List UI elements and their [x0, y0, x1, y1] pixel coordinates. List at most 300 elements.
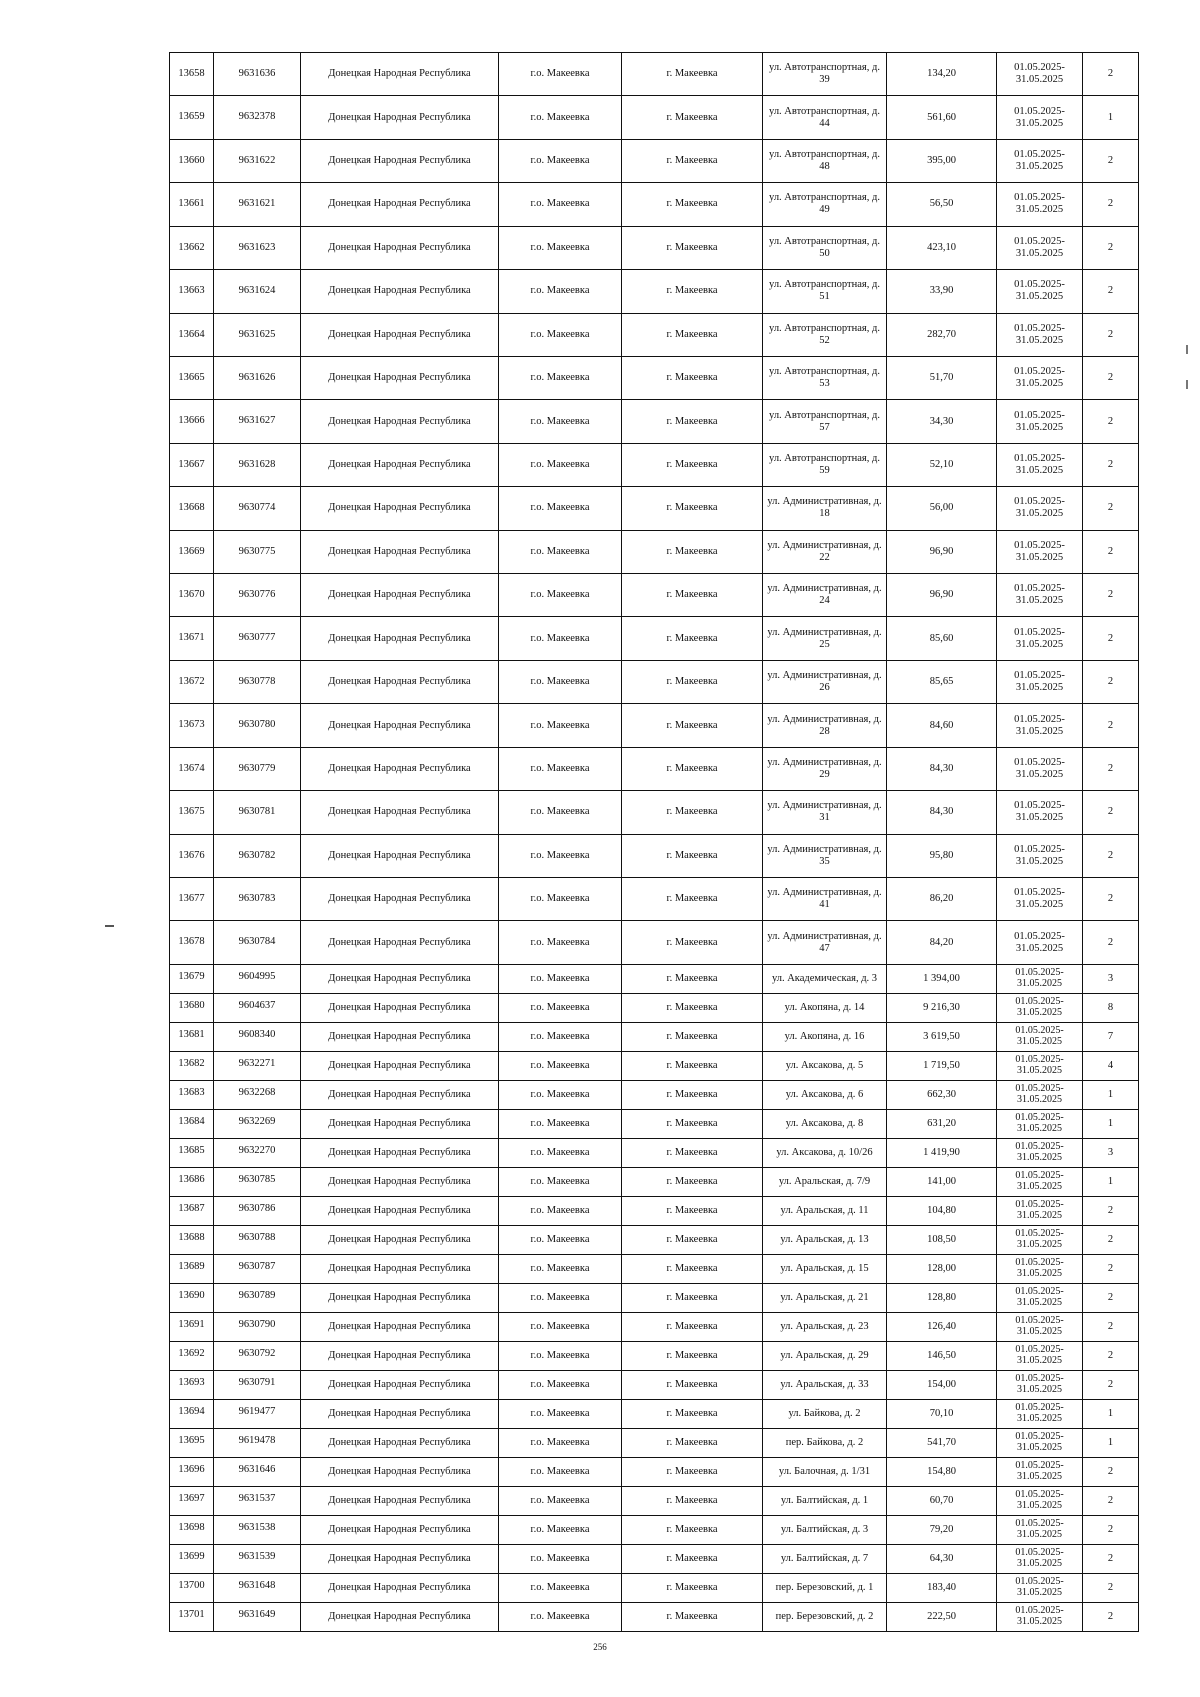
city-name: г. Макеевка	[622, 270, 763, 313]
period-range: 01.05.2025-31.05.2025	[997, 1051, 1083, 1080]
count-value: 2	[1083, 921, 1139, 964]
object-code: 9631649	[214, 1602, 301, 1631]
count-value: 2	[1083, 487, 1139, 530]
row-number: 13668	[170, 487, 214, 530]
district-name: г.о. Макеевка	[499, 1254, 622, 1283]
street-address: ул. Автотранспортная, д. 53	[763, 356, 887, 399]
count-value: 2	[1083, 1312, 1139, 1341]
table-row	[170, 487, 1139, 530]
region-name: Донецкая Народная Республика	[301, 400, 499, 443]
row-number: 13683	[170, 1080, 214, 1109]
city-name: г. Макеевка	[622, 1254, 763, 1283]
region-name: Донецкая Народная Республика	[301, 139, 499, 182]
street-address: ул. Акопяна, д. 16	[763, 1022, 887, 1051]
count-value: 2	[1083, 878, 1139, 921]
table-row	[170, 226, 1139, 269]
table-row	[170, 1138, 1139, 1167]
object-code: 9630774	[214, 487, 301, 530]
city-name: г. Макеевка	[622, 1341, 763, 1370]
city-name: г. Макеевка	[622, 400, 763, 443]
object-code: 9631621	[214, 183, 301, 226]
object-code: 9630777	[214, 617, 301, 660]
district-name: г.о. Макеевка	[499, 1138, 622, 1167]
object-code: 9604637	[214, 993, 301, 1022]
area-value: 1 394,00	[887, 964, 997, 993]
row-number: 13692	[170, 1341, 214, 1370]
area-value: 3 619,50	[887, 1022, 997, 1051]
district-name: г.о. Макеевка	[499, 530, 622, 573]
city-name: г. Макеевка	[622, 1399, 763, 1428]
street-address: ул. Административная, д. 29	[763, 747, 887, 790]
area-value: 79,20	[887, 1515, 997, 1544]
area-value: 86,20	[887, 878, 997, 921]
street-address: ул. Административная, д. 24	[763, 574, 887, 617]
table-row	[170, 1254, 1139, 1283]
region-name: Донецкая Народная Республика	[301, 1544, 499, 1573]
table-row	[170, 1196, 1139, 1225]
count-value: 2	[1083, 313, 1139, 356]
count-value: 3	[1083, 1138, 1139, 1167]
object-code: 9631636	[214, 53, 301, 96]
district-name: г.о. Макеевка	[499, 964, 622, 993]
row-number: 13693	[170, 1370, 214, 1399]
row-number: 13661	[170, 183, 214, 226]
area-value: 60,70	[887, 1486, 997, 1515]
city-name: г. Макеевка	[622, 1283, 763, 1312]
area-value: 662,30	[887, 1080, 997, 1109]
object-code: 9631646	[214, 1457, 301, 1486]
street-address: ул. Автотранспортная, д. 39	[763, 53, 887, 96]
table-row	[170, 139, 1139, 182]
district-name: г.о. Макеевка	[499, 270, 622, 313]
period-range: 01.05.2025-31.05.2025	[997, 1515, 1083, 1544]
row-number: 13695	[170, 1428, 214, 1457]
period-range: 01.05.2025-31.05.2025	[997, 921, 1083, 964]
count-value: 1	[1083, 1109, 1139, 1138]
area-value: 85,60	[887, 617, 997, 660]
street-address: ул. Аральская, д. 13	[763, 1225, 887, 1254]
table-row	[170, 1109, 1139, 1138]
city-name: г. Макеевка	[622, 1573, 763, 1602]
row-number: 13680	[170, 993, 214, 1022]
district-name: г.о. Макеевка	[499, 1573, 622, 1602]
table-row	[170, 443, 1139, 486]
region-name: Донецкая Народная Республика	[301, 1515, 499, 1544]
period-range: 01.05.2025-31.05.2025	[997, 660, 1083, 703]
row-number: 13658	[170, 53, 214, 96]
street-address: ул. Академическая, д. 3	[763, 964, 887, 993]
row-number: 13691	[170, 1312, 214, 1341]
region-name: Донецкая Народная Республика	[301, 993, 499, 1022]
count-value: 2	[1083, 574, 1139, 617]
region-name: Донецкая Народная Республика	[301, 226, 499, 269]
area-value: 95,80	[887, 834, 997, 877]
object-code: 9608340	[214, 1022, 301, 1051]
row-number: 13662	[170, 226, 214, 269]
period-range: 01.05.2025-31.05.2025	[997, 270, 1083, 313]
count-value: 2	[1083, 270, 1139, 313]
area-value: 1 719,50	[887, 1051, 997, 1080]
city-name: г. Макеевка	[622, 183, 763, 226]
city-name: г. Макеевка	[622, 530, 763, 573]
district-name: г.о. Макеевка	[499, 1109, 622, 1138]
street-address: ул. Балочная, д. 1/31	[763, 1457, 887, 1486]
street-address: ул. Автотранспортная, д. 59	[763, 443, 887, 486]
count-value: 1	[1083, 1080, 1139, 1109]
period-range: 01.05.2025-31.05.2025	[997, 400, 1083, 443]
count-value: 2	[1083, 1457, 1139, 1486]
city-name: г. Макеевка	[622, 921, 763, 964]
row-number: 13688	[170, 1225, 214, 1254]
count-value: 2	[1083, 704, 1139, 747]
district-name: г.о. Макеевка	[499, 1022, 622, 1051]
row-number: 13678	[170, 921, 214, 964]
city-name: г. Макеевка	[622, 1544, 763, 1573]
area-value: 64,30	[887, 1544, 997, 1573]
region-name: Донецкая Народная Республика	[301, 704, 499, 747]
row-number: 13673	[170, 704, 214, 747]
city-name: г. Макеевка	[622, 487, 763, 530]
region-name: Донецкая Народная Республика	[301, 1573, 499, 1602]
period-range: 01.05.2025-31.05.2025	[997, 1022, 1083, 1051]
object-code: 9631539	[214, 1544, 301, 1573]
area-value: 34,30	[887, 400, 997, 443]
object-code: 9630788	[214, 1225, 301, 1254]
city-name: г. Макеевка	[622, 993, 763, 1022]
count-value: 1	[1083, 1399, 1139, 1428]
city-name: г. Макеевка	[622, 1312, 763, 1341]
region-name: Донецкая Народная Республика	[301, 574, 499, 617]
table-row	[170, 878, 1139, 921]
period-range: 01.05.2025-31.05.2025	[997, 1312, 1083, 1341]
district-name: г.о. Макеевка	[499, 1370, 622, 1399]
object-code: 9630782	[214, 834, 301, 877]
district-name: г.о. Макеевка	[499, 356, 622, 399]
region-name: Донецкая Народная Республика	[301, 1080, 499, 1109]
row-number: 13665	[170, 356, 214, 399]
object-code: 9631537	[214, 1486, 301, 1515]
row-number: 13674	[170, 747, 214, 790]
row-number: 13681	[170, 1022, 214, 1051]
district-name: г.о. Макеевка	[499, 660, 622, 703]
district-name: г.о. Макеевка	[499, 53, 622, 96]
city-name: г. Макеевка	[622, 834, 763, 877]
city-name: г. Макеевка	[622, 1138, 763, 1167]
object-code: 9632269	[214, 1109, 301, 1138]
table-row	[170, 1225, 1139, 1254]
object-code: 9630785	[214, 1167, 301, 1196]
district-name: г.о. Макеевка	[499, 1051, 622, 1080]
city-name: г. Макеевка	[622, 1225, 763, 1254]
area-value: 9 216,30	[887, 993, 997, 1022]
region-name: Донецкая Народная Республика	[301, 1022, 499, 1051]
table-row	[170, 1457, 1139, 1486]
period-range: 01.05.2025-31.05.2025	[997, 1457, 1083, 1486]
period-range: 01.05.2025-31.05.2025	[997, 1254, 1083, 1283]
object-code: 9630781	[214, 791, 301, 834]
object-code: 9630775	[214, 530, 301, 573]
district-name: г.о. Макеевка	[499, 139, 622, 182]
table-row	[170, 1515, 1139, 1544]
district-name: г.о. Макеевка	[499, 704, 622, 747]
street-address: ул. Автотранспортная, д. 52	[763, 313, 887, 356]
street-address: ул. Аксакова, д. 8	[763, 1109, 887, 1138]
row-number: 13690	[170, 1283, 214, 1312]
period-range: 01.05.2025-31.05.2025	[997, 617, 1083, 660]
scan-artifact-mark	[105, 925, 114, 927]
count-value: 2	[1083, 53, 1139, 96]
city-name: г. Макеевка	[622, 617, 763, 660]
street-address: ул. Административная, д. 28	[763, 704, 887, 747]
city-name: г. Макеевка	[622, 964, 763, 993]
count-value: 8	[1083, 993, 1139, 1022]
count-value: 4	[1083, 1051, 1139, 1080]
row-number: 13664	[170, 313, 214, 356]
row-number: 13666	[170, 400, 214, 443]
region-name: Донецкая Народная Республика	[301, 1602, 499, 1631]
region-name: Донецкая Народная Республика	[301, 1167, 499, 1196]
table-row	[170, 617, 1139, 660]
area-value: 85,65	[887, 660, 997, 703]
scan-edge-mark	[1186, 380, 1188, 389]
district-name: г.о. Макеевка	[499, 226, 622, 269]
street-address: ул. Аксакова, д. 10/26	[763, 1138, 887, 1167]
row-number: 13694	[170, 1399, 214, 1428]
street-address: ул. Аральская, д. 15	[763, 1254, 887, 1283]
region-name: Донецкая Народная Республика	[301, 1051, 499, 1080]
period-range: 01.05.2025-31.05.2025	[997, 1428, 1083, 1457]
district-name: г.о. Макеевка	[499, 1486, 622, 1515]
region-name: Донецкая Народная Республика	[301, 356, 499, 399]
table-row	[170, 400, 1139, 443]
period-range: 01.05.2025-31.05.2025	[997, 1573, 1083, 1602]
table-row	[170, 1312, 1139, 1341]
row-number: 13687	[170, 1196, 214, 1225]
street-address: ул. Аральская, д. 21	[763, 1283, 887, 1312]
street-address: ул. Автотранспортная, д. 48	[763, 139, 887, 182]
area-value: 222,50	[887, 1602, 997, 1631]
table-row	[170, 993, 1139, 1022]
region-name: Донецкая Народная Республика	[301, 270, 499, 313]
row-number: 13685	[170, 1138, 214, 1167]
region-name: Донецкая Народная Республика	[301, 1196, 499, 1225]
region-name: Донецкая Народная Республика	[301, 834, 499, 877]
area-value: 56,00	[887, 487, 997, 530]
table-row	[170, 530, 1139, 573]
table-row	[170, 1167, 1139, 1196]
table-row	[170, 356, 1139, 399]
table-row	[170, 1573, 1139, 1602]
city-name: г. Макеевка	[622, 356, 763, 399]
street-address: ул. Аральская, д. 29	[763, 1341, 887, 1370]
table-row	[170, 1022, 1139, 1051]
table-row	[170, 964, 1139, 993]
object-code: 9631628	[214, 443, 301, 486]
count-value: 1	[1083, 1428, 1139, 1457]
period-range: 01.05.2025-31.05.2025	[997, 1486, 1083, 1515]
period-range: 01.05.2025-31.05.2025	[997, 993, 1083, 1022]
street-address: ул. Аральская, д. 23	[763, 1312, 887, 1341]
table-row	[170, 1051, 1139, 1080]
count-value: 2	[1083, 791, 1139, 834]
count-value: 2	[1083, 660, 1139, 703]
street-address: ул. Административная, д. 25	[763, 617, 887, 660]
district-name: г.о. Макеевка	[499, 1399, 622, 1428]
count-value: 2	[1083, 400, 1139, 443]
area-value: 84,20	[887, 921, 997, 964]
district-name: г.о. Макеевка	[499, 487, 622, 530]
city-name: г. Макеевка	[622, 96, 763, 139]
area-value: 134,20	[887, 53, 997, 96]
count-value: 2	[1083, 747, 1139, 790]
period-range: 01.05.2025-31.05.2025	[997, 1225, 1083, 1254]
period-range: 01.05.2025-31.05.2025	[997, 96, 1083, 139]
city-name: г. Макеевка	[622, 226, 763, 269]
city-name: г. Макеевка	[622, 791, 763, 834]
scan-edge-mark	[1186, 345, 1188, 354]
district-name: г.о. Макеевка	[499, 96, 622, 139]
object-code: 9631622	[214, 139, 301, 182]
city-name: г. Макеевка	[622, 1022, 763, 1051]
table-row	[170, 270, 1139, 313]
row-number: 13700	[170, 1573, 214, 1602]
area-value: 126,40	[887, 1312, 997, 1341]
count-value: 2	[1083, 1486, 1139, 1515]
region-name: Донецкая Народная Республика	[301, 921, 499, 964]
row-number: 13697	[170, 1486, 214, 1515]
city-name: г. Макеевка	[622, 1370, 763, 1399]
area-value: 84,60	[887, 704, 997, 747]
period-range: 01.05.2025-31.05.2025	[997, 1283, 1083, 1312]
region-name: Донецкая Народная Республика	[301, 1138, 499, 1167]
district-name: г.о. Макеевка	[499, 1312, 622, 1341]
area-value: 631,20	[887, 1109, 997, 1138]
region-name: Донецкая Народная Республика	[301, 964, 499, 993]
object-code: 9632270	[214, 1138, 301, 1167]
count-value: 1	[1083, 96, 1139, 139]
row-number: 13670	[170, 574, 214, 617]
table-row	[170, 747, 1139, 790]
street-address: ул. Балтийская, д. 1	[763, 1486, 887, 1515]
table-row	[170, 1428, 1139, 1457]
region-name: Донецкая Народная Республика	[301, 1254, 499, 1283]
street-address: пер. Березовский, д. 1	[763, 1573, 887, 1602]
region-name: Донецкая Народная Республика	[301, 183, 499, 226]
object-code: 9630786	[214, 1196, 301, 1225]
row-number: 13689	[170, 1254, 214, 1283]
area-value: 146,50	[887, 1341, 997, 1370]
row-number: 13679	[170, 964, 214, 993]
page-number: 256	[593, 1642, 607, 1652]
count-value: 2	[1083, 443, 1139, 486]
region-name: Донецкая Народная Республика	[301, 53, 499, 96]
region-name: Донецкая Народная Республика	[301, 1457, 499, 1486]
object-code: 9630780	[214, 704, 301, 747]
period-range: 01.05.2025-31.05.2025	[997, 443, 1083, 486]
region-name: Донецкая Народная Республика	[301, 1486, 499, 1515]
object-code: 9631624	[214, 270, 301, 313]
object-code: 9631626	[214, 356, 301, 399]
street-address: ул. Административная, д. 41	[763, 878, 887, 921]
street-address: ул. Аксакова, д. 5	[763, 1051, 887, 1080]
table-row	[170, 834, 1139, 877]
street-address: ул. Административная, д. 22	[763, 530, 887, 573]
count-value: 2	[1083, 356, 1139, 399]
city-name: г. Макеевка	[622, 53, 763, 96]
area-value: 141,00	[887, 1167, 997, 1196]
city-name: г. Макеевка	[622, 1196, 763, 1225]
table-row	[170, 1486, 1139, 1515]
object-code: 9630784	[214, 921, 301, 964]
object-code: 9631648	[214, 1573, 301, 1602]
table-row	[170, 574, 1139, 617]
district-name: г.о. Макеевка	[499, 574, 622, 617]
object-code: 9630791	[214, 1370, 301, 1399]
object-code: 9630792	[214, 1341, 301, 1370]
region-name: Донецкая Народная Республика	[301, 660, 499, 703]
district-name: г.о. Макеевка	[499, 400, 622, 443]
city-name: г. Макеевка	[622, 1457, 763, 1486]
table-row	[170, 704, 1139, 747]
area-value: 541,70	[887, 1428, 997, 1457]
area-value: 56,50	[887, 183, 997, 226]
period-range: 01.05.2025-31.05.2025	[997, 530, 1083, 573]
table-row	[170, 1602, 1139, 1631]
area-value: 52,10	[887, 443, 997, 486]
street-address: ул. Административная, д. 47	[763, 921, 887, 964]
street-address: ул. Автотранспортная, д. 50	[763, 226, 887, 269]
period-range: 01.05.2025-31.05.2025	[997, 139, 1083, 182]
object-code: 9630790	[214, 1312, 301, 1341]
city-name: г. Макеевка	[622, 574, 763, 617]
count-value: 1	[1083, 1167, 1139, 1196]
period-range: 01.05.2025-31.05.2025	[997, 1196, 1083, 1225]
row-number: 13698	[170, 1515, 214, 1544]
city-name: г. Макеевка	[622, 1051, 763, 1080]
region-name: Донецкая Народная Республика	[301, 791, 499, 834]
row-number: 13671	[170, 617, 214, 660]
region-name: Донецкая Народная Республика	[301, 530, 499, 573]
table-row	[170, 1399, 1139, 1428]
row-number: 13672	[170, 660, 214, 703]
area-value: 423,10	[887, 226, 997, 269]
period-range: 01.05.2025-31.05.2025	[997, 53, 1083, 96]
district-name: г.о. Макеевка	[499, 443, 622, 486]
object-code: 9632378	[214, 96, 301, 139]
row-number: 13676	[170, 834, 214, 877]
count-value: 2	[1083, 530, 1139, 573]
city-name: г. Макеевка	[622, 313, 763, 356]
district-name: г.о. Макеевка	[499, 183, 622, 226]
area-value: 183,40	[887, 1573, 997, 1602]
count-value: 2	[1083, 1515, 1139, 1544]
region-name: Донецкая Народная Республика	[301, 747, 499, 790]
period-range: 01.05.2025-31.05.2025	[997, 1167, 1083, 1196]
row-number: 13682	[170, 1051, 214, 1080]
city-name: г. Макеевка	[622, 1602, 763, 1631]
street-address: ул. Балтийская, д. 3	[763, 1515, 887, 1544]
count-value: 2	[1083, 183, 1139, 226]
street-address: ул. Аральская, д. 7/9	[763, 1167, 887, 1196]
region-name: Донецкая Народная Республика	[301, 1399, 499, 1428]
region-name: Донецкая Народная Республика	[301, 1225, 499, 1254]
district-name: г.о. Макеевка	[499, 1080, 622, 1109]
region-name: Донецкая Народная Республика	[301, 1109, 499, 1138]
object-code: 9630778	[214, 660, 301, 703]
count-value: 2	[1083, 834, 1139, 877]
area-value: 33,90	[887, 270, 997, 313]
count-value: 2	[1083, 1225, 1139, 1254]
